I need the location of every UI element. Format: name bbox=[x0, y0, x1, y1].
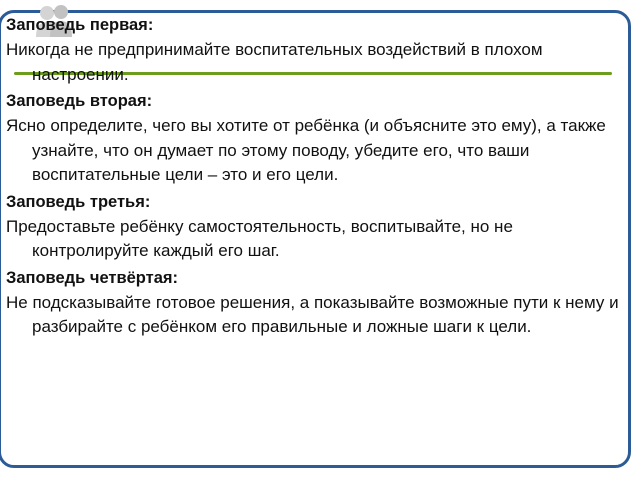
commandment-3 bbox=[6, 191, 632, 264]
commandment-text: Ясно определите, чего вы хотите от ребёнка (и объясните это ему), а также узнайте, что он думает по этому поводу, убедите его, что ваши воспитательные цели – это и его цели. bbox=[6, 116, 606, 184]
commandment-2 bbox=[6, 90, 632, 188]
commandment-heading: Заповедь четвёртая: bbox=[6, 268, 179, 287]
commandment-4 bbox=[6, 267, 632, 340]
commandment-heading: Заповедь первая: bbox=[6, 16, 154, 34]
commandment-heading: Заповедь вторая: bbox=[6, 92, 153, 110]
commandment-1 bbox=[6, 14, 632, 87]
commandment-text: Не подсказывайте готовое решения, а показывайте возможные пути к нему и разбирайте с ребёнком его правильные и ложные шаги к цели. bbox=[6, 292, 619, 336]
commandment-text: Никогда не предпринимайте воспитательных воздействий в плохом настроении. bbox=[6, 40, 543, 84]
commandment-text: Предоставьте ребёнку самостоятельность, воспитывайте, но не контролируйте каждый его шаг. bbox=[6, 216, 513, 260]
commandment-heading: Заповедь третья: bbox=[6, 192, 151, 211]
commandments-list bbox=[6, 14, 632, 343]
